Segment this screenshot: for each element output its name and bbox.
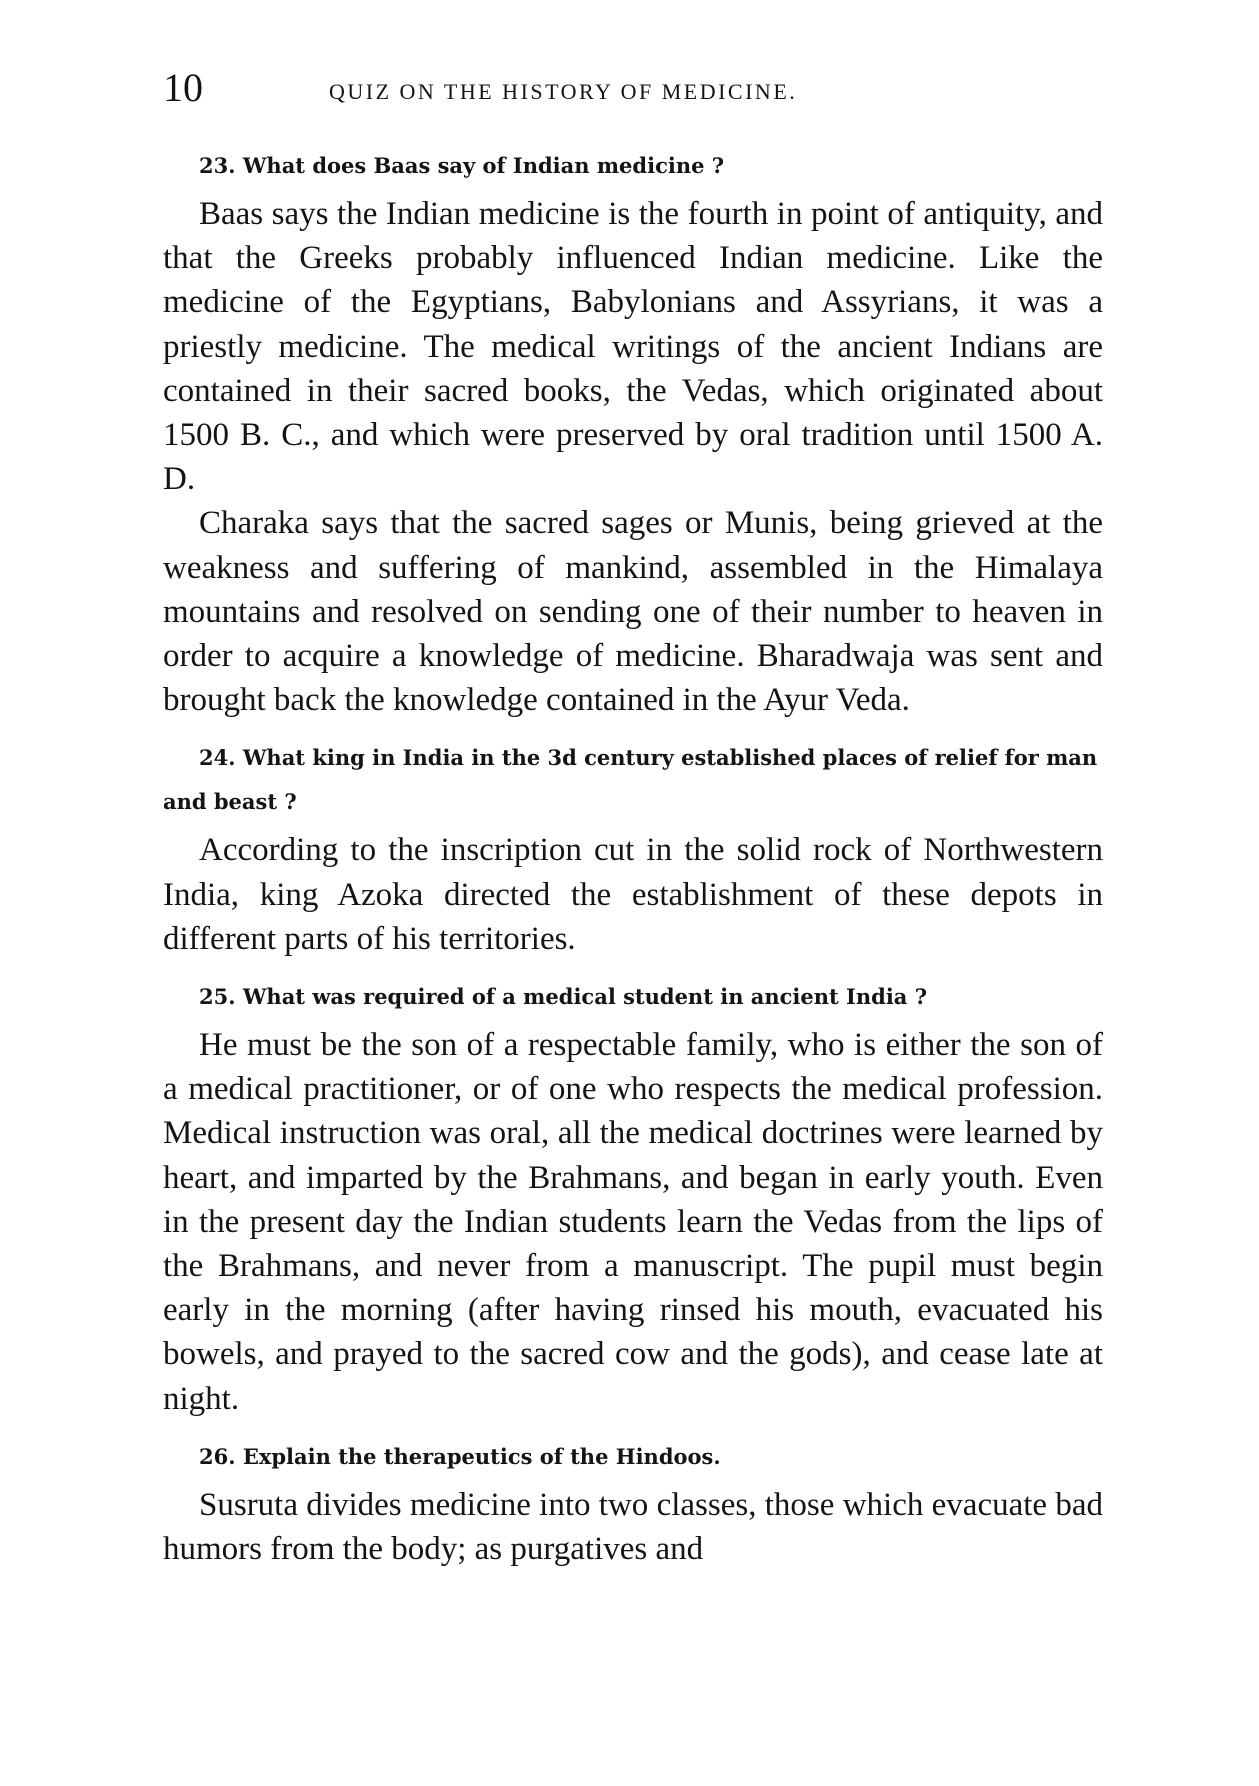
answer-23	[163, 192, 1103, 722]
answer-25-paragraph-1: He must be the son of a respectable family, who is either the son of a medical practitioner, or of one who respects the medical profession. Medical instruction was oral, all the medical doctrines were learned by heart, and imparted by the Brahmans, and began in early youth. Even in the present day the Indian students learn the Vedas from the lips of the Brahmans, and never from a manuscript. The pupil must begin early in the morning (after having rinsed his mouth, evacuated his bowels, and prayed to the sacred cow and the gods), and cease late at night.	[163, 1027, 1103, 1417]
answer-25	[163, 1023, 1103, 1421]
answer-23-paragraph-1: Baas says the Indian medicine is the fourth in point of antiquity, and that the Greeks probably influenced Indian medicine. Like the medicine of the Egyptians, Babylonians and Assyrians, it was a priestly medicine. The medical writings of the ancient Indians are contained in their sacred books, the Vedas, which originated about 1500 B. C., and which were preserved by oral tradition until 1500 A. D.	[163, 196, 1103, 498]
answer-23-paragraph-2: Charaka says that the sacred sages or Munis, being grieved at the weakness and suffering of mankind, assembled in the Himalaya mountains and resolved on sending one of their number to heaven in order to acquire a knowledge of medicine. Bharadwaja was sent and brought back the knowledge contained in the Ayur Veda.	[163, 505, 1103, 719]
section-24	[163, 736, 1103, 961]
question-26: 26. Explain the therapeutics of the Hindoos.	[199, 1443, 721, 1469]
section-25	[163, 975, 1103, 1421]
running-title: QUIZ ON THE HISTORY OF MEDICINE.	[329, 79, 798, 104]
running-head	[163, 60, 1103, 120]
section-26	[163, 1435, 1103, 1571]
section-23	[163, 144, 1103, 722]
answer-26	[163, 1483, 1103, 1571]
answer-24-paragraph-1: According to the inscription cut in the solid rock of Northwestern India, king Azoka directed the establishment of these depots in different parts of his territories.	[163, 832, 1103, 957]
book-page	[163, 60, 1103, 1760]
answer-24	[163, 828, 1103, 961]
page-number: 10	[163, 65, 203, 110]
question-24: 24. What king in India in the 3d century established places of relief for man and beast ?	[163, 745, 1098, 815]
question-23: 23. What does Baas say of Indian medicine ?	[199, 153, 725, 178]
answer-26-paragraph-1: Susruta divides medicine into two classes, those which evacuate bad humors from the body; as purgatives and	[163, 1486, 1103, 1568]
question-25: 25. What was required of a medical student in ancient India ?	[199, 984, 928, 1010]
